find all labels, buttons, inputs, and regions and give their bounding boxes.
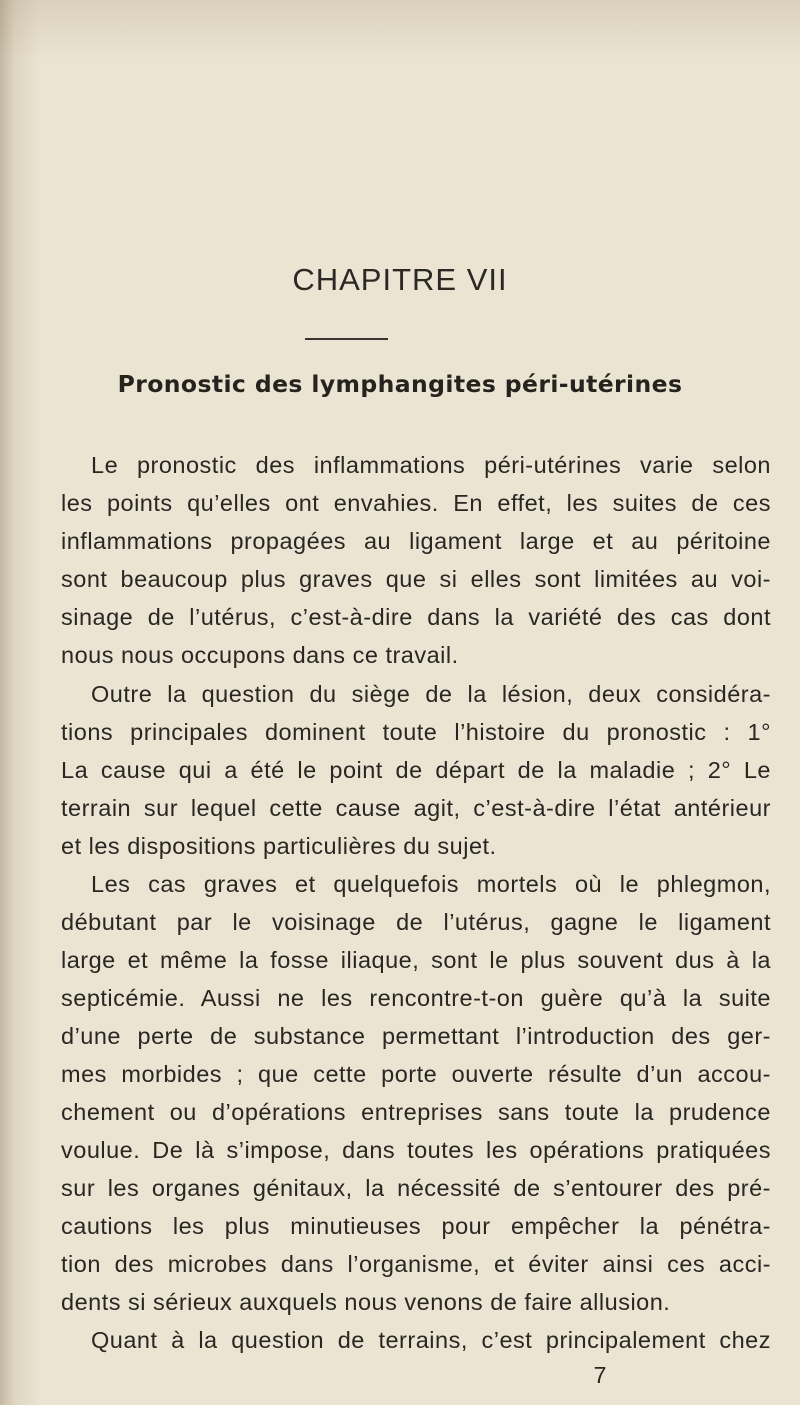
text-line: mes morbides ; que cette porte ouverte résulte d’un accou- — [61, 1061, 771, 1087]
text-line: les points qu’elles ont envahies. En effet, les suites de ces — [61, 490, 771, 516]
text-line: Les cas graves et quelquefois mortels où le phlegmon, — [91, 871, 771, 897]
text-line: et les dispositions particulières du sujet. — [61, 833, 497, 859]
text-line: Quant à la question de terrains, c’est principalement chez — [91, 1327, 771, 1353]
text-line: sont beaucoup plus graves que si elles sont limitées au voi- — [61, 566, 771, 592]
text-line: dents si sérieux auxquels nous venons de faire allusion. — [61, 1289, 671, 1315]
text-line: sinage de l’utérus, c’est-à-dire dans la variété des cas dont — [61, 604, 771, 630]
chapter-title: CHAPITRE VII — [292, 262, 508, 297]
text-line: Outre la question du siège de la lésion, deux considéra- — [91, 681, 771, 707]
text-line: large et même la fosse iliaque, sont le plus souvent dus à la — [61, 947, 771, 973]
text-line: cautions les plus minutieuses pour empêcher la pénétra- — [61, 1213, 771, 1239]
text-line: inflammations propagées au ligament large et au péritoine — [61, 528, 771, 554]
text-line: nous nous occupons dans ce travail. — [61, 642, 459, 668]
text-line: tion des microbes dans l’organisme, et éviter ainsi ces acci- — [61, 1251, 771, 1277]
text-line: septicémie. Aussi ne les rencontre-t-on guère qu’à la suite — [61, 985, 771, 1011]
text-line: voulue. De là s’impose, dans toutes les opérations pratiquées — [61, 1137, 771, 1163]
text-line: sur les organes génitaux, la nécessité de s’entourer des pré- — [61, 1175, 771, 1201]
section-title: Pronostic des lymphangites péri-utérines — [117, 370, 683, 398]
title-divider — [305, 338, 388, 340]
text-line: débutant par le voisinage de l’utérus, gagne le ligament — [61, 909, 771, 935]
text-line: tions principales dominent toute l’histoire du pronostic : 1° — [61, 719, 771, 745]
text-line: chement ou d’opérations entreprises sans toute la prudence — [61, 1099, 771, 1125]
text-line: Le pronostic des inflammations péri-utérines varie selon — [91, 452, 771, 478]
page-number: 7 — [593, 1362, 607, 1388]
text-line: terrain sur lequel cette cause agit, c’est-à-dire l’état antérieur — [61, 795, 771, 821]
text-line: d’une perte de substance permettant l’introduction des ger- — [61, 1023, 771, 1049]
text-line: La cause qui a été le point de départ de la maladie ; 2° Le — [61, 757, 771, 783]
